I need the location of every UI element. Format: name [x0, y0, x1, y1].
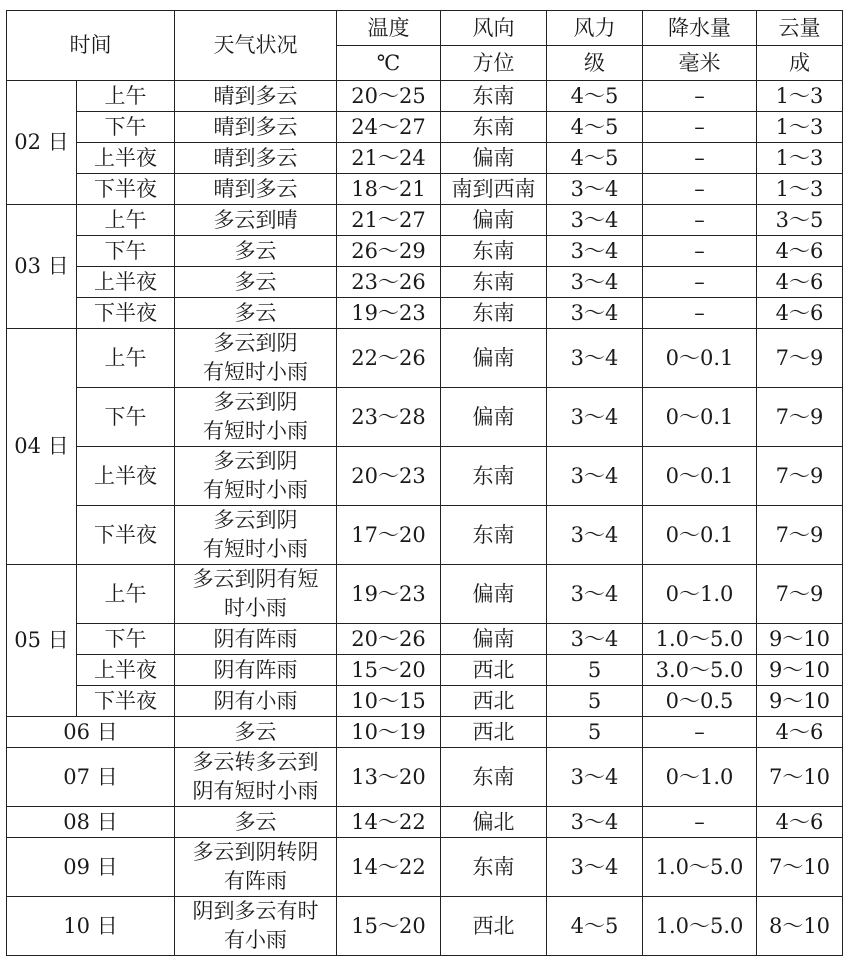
- period-cell: 下午: [77, 388, 175, 447]
- temp-cell: 23～26: [337, 267, 441, 298]
- table-row: [7, 298, 843, 329]
- temp-cell: 22～26: [337, 329, 441, 388]
- forecast-table-wrapper: [6, 10, 843, 956]
- wind-force-cell: 3～4: [547, 838, 643, 897]
- temp-cell: 19～23: [337, 298, 441, 329]
- wind-force-cell: 3～4: [547, 236, 643, 267]
- cloud-cell: 7～9: [757, 506, 843, 565]
- precip-cell: 1.0～5.0: [643, 897, 757, 956]
- cloud-cell: 7～10: [757, 748, 843, 807]
- cloud-cell: 4～6: [757, 267, 843, 298]
- wind-dir-cell: 西北: [441, 655, 547, 686]
- temp-cell: 10～19: [337, 717, 441, 748]
- condition-line: 多云到阴: [213, 508, 298, 532]
- period-cell: 下午: [77, 236, 175, 267]
- cloud-cell: 3～5: [757, 205, 843, 236]
- wind-force-cell: 3～4: [547, 624, 643, 655]
- period-cell: 上午: [77, 81, 175, 112]
- precip-cell: –: [643, 174, 757, 205]
- wind-force-cell: 5: [547, 655, 643, 686]
- cloud-cell: 9～10: [757, 624, 843, 655]
- condition-cell: [175, 267, 337, 298]
- day-cell: 05 日: [7, 565, 77, 717]
- table-row: [7, 565, 843, 624]
- wind-dir-cell: 西北: [441, 686, 547, 717]
- condition-cell: [175, 388, 337, 447]
- wind-force-cell: 3～4: [547, 807, 643, 838]
- table-row: [7, 686, 843, 717]
- precip-cell: 0～0.1: [643, 506, 757, 565]
- table-row: [7, 624, 843, 655]
- condition-line: 多云到晴: [213, 207, 298, 232]
- table-row: [7, 506, 843, 565]
- precip-cell: 1.0～5.0: [643, 624, 757, 655]
- period-cell: 上午: [77, 565, 175, 624]
- wind-dir-cell: 偏北: [441, 807, 547, 838]
- condition-line: 多云: [234, 300, 277, 325]
- table-row: [7, 897, 843, 956]
- wind-dir-cell: 西北: [441, 897, 547, 956]
- condition-line: 多云到阴: [213, 390, 298, 414]
- period-cell: 下半夜: [77, 686, 175, 717]
- condition-line: 多云: [234, 809, 277, 834]
- condition-line: 阴有阵雨: [213, 657, 298, 682]
- wind-force-cell: 4～5: [547, 143, 643, 174]
- wind-dir-cell: 偏南: [441, 329, 547, 388]
- temp-cell: 17～20: [337, 506, 441, 565]
- condition-cell: [175, 807, 337, 838]
- wind-dir-cell: 东南: [441, 748, 547, 807]
- wind-dir-cell: 西北: [441, 717, 547, 748]
- wind-dir-cell: 东南: [441, 506, 547, 565]
- wind-force-cell: 4～5: [547, 81, 643, 112]
- wind-force-cell: 3～4: [547, 748, 643, 807]
- day-cell: 02 日: [7, 81, 77, 205]
- period-cell: 下半夜: [77, 298, 175, 329]
- temp-cell: 24～27: [337, 112, 441, 143]
- wind-dir-cell: 东南: [441, 838, 547, 897]
- cloud-cell: 4～6: [757, 236, 843, 267]
- period-cell: 下午: [77, 112, 175, 143]
- condition-cell: [175, 298, 337, 329]
- temp-cell: 20～26: [337, 624, 441, 655]
- table-row: [7, 329, 843, 388]
- condition-line: 晴到多云: [213, 145, 298, 170]
- condition-line: 有小雨: [224, 928, 287, 952]
- wind-force-cell: 3～4: [547, 174, 643, 205]
- header-cloud-unit: 成: [757, 46, 843, 81]
- precip-cell: –: [643, 807, 757, 838]
- condition-cell: [175, 624, 337, 655]
- wind-force-cell: 3～4: [547, 298, 643, 329]
- wind-dir-cell: 东南: [441, 267, 547, 298]
- wind-dir-cell: 偏南: [441, 205, 547, 236]
- wind-force-cell: 3～4: [547, 506, 643, 565]
- precip-cell: –: [643, 112, 757, 143]
- condition-cell: [175, 236, 337, 267]
- condition-cell: [175, 447, 337, 506]
- temp-cell: 14～22: [337, 838, 441, 897]
- wind-dir-cell: 南到西南: [441, 174, 547, 205]
- wind-dir-cell: 偏南: [441, 565, 547, 624]
- header-temp-unit: ℃: [337, 46, 441, 81]
- temp-cell: 23～28: [337, 388, 441, 447]
- cloud-cell: 4～6: [757, 807, 843, 838]
- condition-line: 阴有短时小雨: [192, 779, 319, 803]
- table-row: [7, 838, 843, 897]
- wind-force-cell: 3～4: [547, 447, 643, 506]
- cloud-cell: 7～9: [757, 329, 843, 388]
- wind-dir-cell: 东南: [441, 236, 547, 267]
- table-row: [7, 174, 843, 205]
- header-precip-unit: 毫米: [643, 46, 757, 81]
- temp-cell: 18～21: [337, 174, 441, 205]
- condition-line: 多云到阴: [213, 449, 298, 473]
- header-temp: 温度: [337, 11, 441, 46]
- table-row: [7, 112, 843, 143]
- day-cell: 04 日: [7, 329, 77, 565]
- header-time: 时间: [7, 11, 175, 81]
- table-row: [7, 143, 843, 174]
- precip-cell: 0～0.1: [643, 329, 757, 388]
- wind-dir-cell: 东南: [441, 298, 547, 329]
- period-cell: 下半夜: [77, 174, 175, 205]
- table-row: [7, 447, 843, 506]
- table-row: [7, 655, 843, 686]
- condition-line: 有阵雨: [224, 869, 287, 893]
- header-wind-dir: 风向: [441, 11, 547, 46]
- temp-cell: 21～27: [337, 205, 441, 236]
- condition-line: 多云到阴有短: [192, 567, 319, 591]
- day-cell: 07 日: [7, 748, 175, 807]
- cloud-cell: 9～10: [757, 686, 843, 717]
- precip-cell: 0～0.5: [643, 686, 757, 717]
- condition-line: 有短时小雨: [203, 478, 308, 502]
- condition-line: 多云到阴转阴: [192, 840, 319, 864]
- temp-cell: 20～25: [337, 81, 441, 112]
- precip-cell: 0～0.1: [643, 447, 757, 506]
- table-row: [7, 717, 843, 748]
- table-row: [7, 236, 843, 267]
- day-cell: 08 日: [7, 807, 175, 838]
- precip-cell: 1.0～5.0: [643, 838, 757, 897]
- table-row: [7, 748, 843, 807]
- wind-dir-cell: 偏南: [441, 143, 547, 174]
- wind-dir-cell: 东南: [441, 447, 547, 506]
- cloud-cell: 1～3: [757, 143, 843, 174]
- condition-line: 时小雨: [224, 596, 287, 620]
- temp-cell: 15～20: [337, 655, 441, 686]
- header-condition: 天气状况: [175, 11, 337, 81]
- period-cell: 上午: [77, 205, 175, 236]
- condition-cell: [175, 329, 337, 388]
- wind-force-cell: 3～4: [547, 329, 643, 388]
- temp-cell: 14～22: [337, 807, 441, 838]
- temp-cell: 21～24: [337, 143, 441, 174]
- condition-line: 阴有小雨: [213, 688, 298, 713]
- condition-cell: [175, 174, 337, 205]
- header-wind-force-unit: 级: [547, 46, 643, 81]
- precip-cell: –: [643, 298, 757, 329]
- temp-cell: 19～23: [337, 565, 441, 624]
- weather-forecast-table: [6, 10, 843, 956]
- cloud-cell: 7～9: [757, 447, 843, 506]
- wind-force-cell: 3～4: [547, 267, 643, 298]
- period-cell: 下午: [77, 624, 175, 655]
- condition-line: 晴到多云: [213, 83, 298, 108]
- condition-line: 多云: [234, 719, 277, 744]
- condition-cell: [175, 506, 337, 565]
- condition-cell: [175, 565, 337, 624]
- temp-cell: 10～15: [337, 686, 441, 717]
- wind-force-cell: 3～4: [547, 388, 643, 447]
- period-cell: 上半夜: [77, 447, 175, 506]
- day-cell: 10 日: [7, 897, 175, 956]
- wind-force-cell: 4～5: [547, 112, 643, 143]
- wind-dir-cell: 偏南: [441, 624, 547, 655]
- table-row: [7, 388, 843, 447]
- precip-cell: –: [643, 143, 757, 174]
- table-row: [7, 807, 843, 838]
- cloud-cell: 8～10: [757, 897, 843, 956]
- condition-line: 阴到多云有时: [192, 899, 319, 923]
- condition-cell: [175, 897, 337, 956]
- condition-cell: [175, 143, 337, 174]
- precip-cell: 0～0.1: [643, 388, 757, 447]
- condition-line: 多云转多云到: [192, 750, 319, 774]
- condition-cell: [175, 748, 337, 807]
- condition-line: 有短时小雨: [203, 360, 308, 384]
- wind-force-cell: 4～5: [547, 897, 643, 956]
- day-cell: 09 日: [7, 838, 175, 897]
- condition-line: 多云: [234, 269, 277, 294]
- cloud-cell: 9～10: [757, 655, 843, 686]
- condition-cell: [175, 838, 337, 897]
- temp-cell: 15～20: [337, 897, 441, 956]
- period-cell: 上半夜: [77, 655, 175, 686]
- cloud-cell: 7～9: [757, 565, 843, 624]
- condition-line: 晴到多云: [213, 176, 298, 201]
- wind-force-cell: 5: [547, 686, 643, 717]
- condition-line: 多云: [234, 238, 277, 263]
- table-row: [7, 205, 843, 236]
- wind-force-cell: 3～4: [547, 565, 643, 624]
- wind-force-cell: 5: [547, 717, 643, 748]
- header-row-1: [7, 11, 843, 46]
- cloud-cell: 1～3: [757, 112, 843, 143]
- precip-cell: –: [643, 717, 757, 748]
- condition-line: 多云到阴: [213, 331, 298, 355]
- condition-cell: [175, 655, 337, 686]
- temp-cell: 26～29: [337, 236, 441, 267]
- table-row: [7, 81, 843, 112]
- condition-line: 阴有阵雨: [213, 626, 298, 651]
- wind-force-cell: 3～4: [547, 205, 643, 236]
- cloud-cell: 4～6: [757, 717, 843, 748]
- period-cell: 下半夜: [77, 506, 175, 565]
- condition-line: 有短时小雨: [203, 419, 308, 443]
- condition-cell: [175, 112, 337, 143]
- wind-dir-cell: 东南: [441, 81, 547, 112]
- condition-line: 晴到多云: [213, 114, 298, 139]
- period-cell: 上午: [77, 329, 175, 388]
- temp-cell: 20～23: [337, 447, 441, 506]
- header-cloud: 云量: [757, 11, 843, 46]
- precip-cell: 3.0～5.0: [643, 655, 757, 686]
- condition-line: 有短时小雨: [203, 537, 308, 561]
- condition-cell: [175, 205, 337, 236]
- condition-cell: [175, 81, 337, 112]
- wind-dir-cell: 偏南: [441, 388, 547, 447]
- wind-dir-cell: 东南: [441, 112, 547, 143]
- condition-cell: [175, 717, 337, 748]
- period-cell: 上半夜: [77, 267, 175, 298]
- precip-cell: –: [643, 236, 757, 267]
- precip-cell: –: [643, 81, 757, 112]
- cloud-cell: 7～9: [757, 388, 843, 447]
- header-wind-force: 风力: [547, 11, 643, 46]
- cloud-cell: 4～6: [757, 298, 843, 329]
- precip-cell: 0～1.0: [643, 748, 757, 807]
- condition-cell: [175, 686, 337, 717]
- header-wind-dir-unit: 方位: [441, 46, 547, 81]
- cloud-cell: 7～10: [757, 838, 843, 897]
- table-row: [7, 267, 843, 298]
- temp-cell: 13～20: [337, 748, 441, 807]
- day-cell: 06 日: [7, 717, 175, 748]
- cloud-cell: 1～3: [757, 174, 843, 205]
- header-precip: 降水量: [643, 11, 757, 46]
- precip-cell: –: [643, 205, 757, 236]
- precip-cell: –: [643, 267, 757, 298]
- period-cell: 上半夜: [77, 143, 175, 174]
- precip-cell: 0～1.0: [643, 565, 757, 624]
- cloud-cell: 1～3: [757, 81, 843, 112]
- day-cell: 03 日: [7, 205, 77, 329]
